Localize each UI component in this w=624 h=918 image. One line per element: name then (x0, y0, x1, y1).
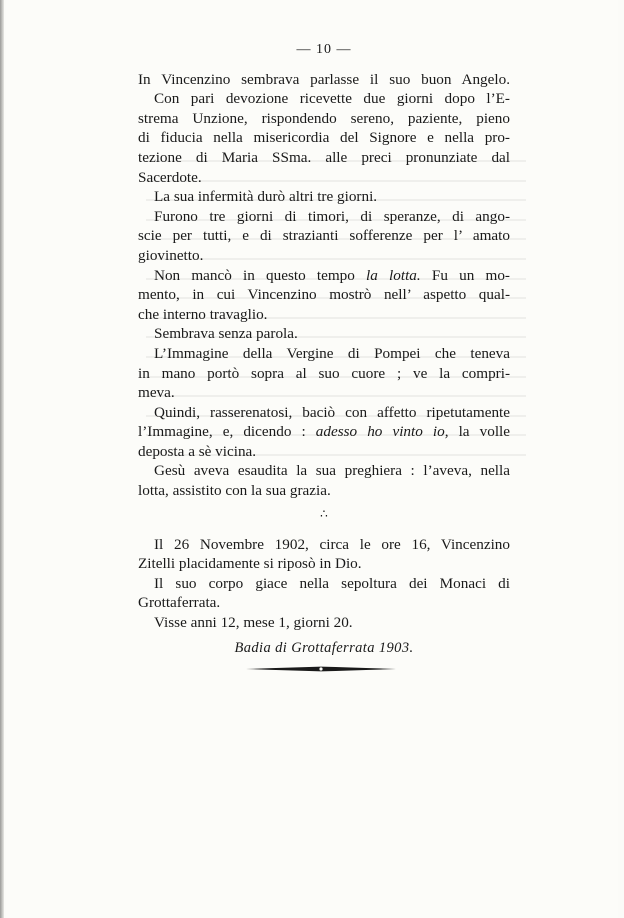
page-text (138, 40, 510, 658)
text-line: La sua infermità durò altri tre giorni. (154, 188, 378, 206)
page-edge-shadow (0, 0, 4, 918)
text-line: Furono tre giorni di timori, di speranze, di ango- (154, 207, 510, 225)
text-line: lotta, assistito con la sua grazia. (138, 482, 331, 500)
text-line: tezione di Maria SSma. alle preci pronunziate dal (138, 148, 510, 166)
text-line: Visse anni 12, mese 1, giorni 20. (154, 614, 353, 632)
text-line: scie per tutti, e di strazianti sofferenze per l’ amato (138, 227, 510, 245)
text-line: Quindi, rasserenatosi, baciò con affetto ripetutamente (154, 403, 510, 421)
text-run: Fu un mo- (420, 266, 510, 284)
page-number: — 10 — (296, 42, 352, 57)
text-run: la volle (448, 423, 510, 441)
text-line: strema Unzione, rispondendo sereno, paziente, pieno (138, 109, 510, 127)
text-line: che interno travaglio. (138, 305, 268, 323)
text-line: mento, in cui Vincenzino mostrò nell’ aspetto qual- (138, 286, 510, 304)
text-line (138, 422, 510, 442)
asterism-divider: ∴ (320, 506, 328, 521)
text-line: Sacerdote. (138, 168, 202, 186)
text-line: Grottaferrata. (138, 594, 221, 612)
book-page (6, 0, 618, 918)
text-line: L’Immagine della Vergine di Pompei che teneva (154, 344, 510, 362)
tapered-rule-ornament-icon (246, 664, 396, 674)
italic-phrase: la lotta. (366, 266, 421, 284)
text-line: giovinetto. (138, 246, 204, 264)
text-line: Il suo corpo giace nella sepoltura dei Monaci di (154, 574, 510, 592)
text-line: Con pari devozione ricevette due giorni dopo l’E- (154, 90, 510, 108)
text-line: Gesù aveva esaudita la sua preghiera : l’aveva, nella (154, 462, 510, 480)
text-line: In Vincenzino sembrava parlasse il suo buon Angelo. (138, 70, 510, 88)
text-line: deposta a sè vicina. (138, 442, 257, 460)
text-line: in mano portò sopra al suo cuore ; ve la compri- (138, 364, 510, 382)
text-run: l’Immagine, e, dicendo : (138, 423, 316, 441)
italic-phrase: adesso ho vinto io, (315, 423, 449, 441)
text-line: meva. (138, 384, 175, 402)
text-line: di fiducia nella misericordia del Signore e nella pro- (138, 129, 510, 147)
text-run: Non mancò in questo tempo (154, 266, 367, 284)
text-line: Zitelli placidamente si riposò in Dio. (138, 555, 362, 573)
place-and-date: Badia di Grottaferrata 1903. (234, 639, 414, 656)
text-line (138, 266, 510, 286)
text-line: Sembrava senza parola. (154, 325, 298, 343)
text-line: Il 26 Novembre 1902, circa le ore 16, Vincenzino (154, 535, 510, 553)
